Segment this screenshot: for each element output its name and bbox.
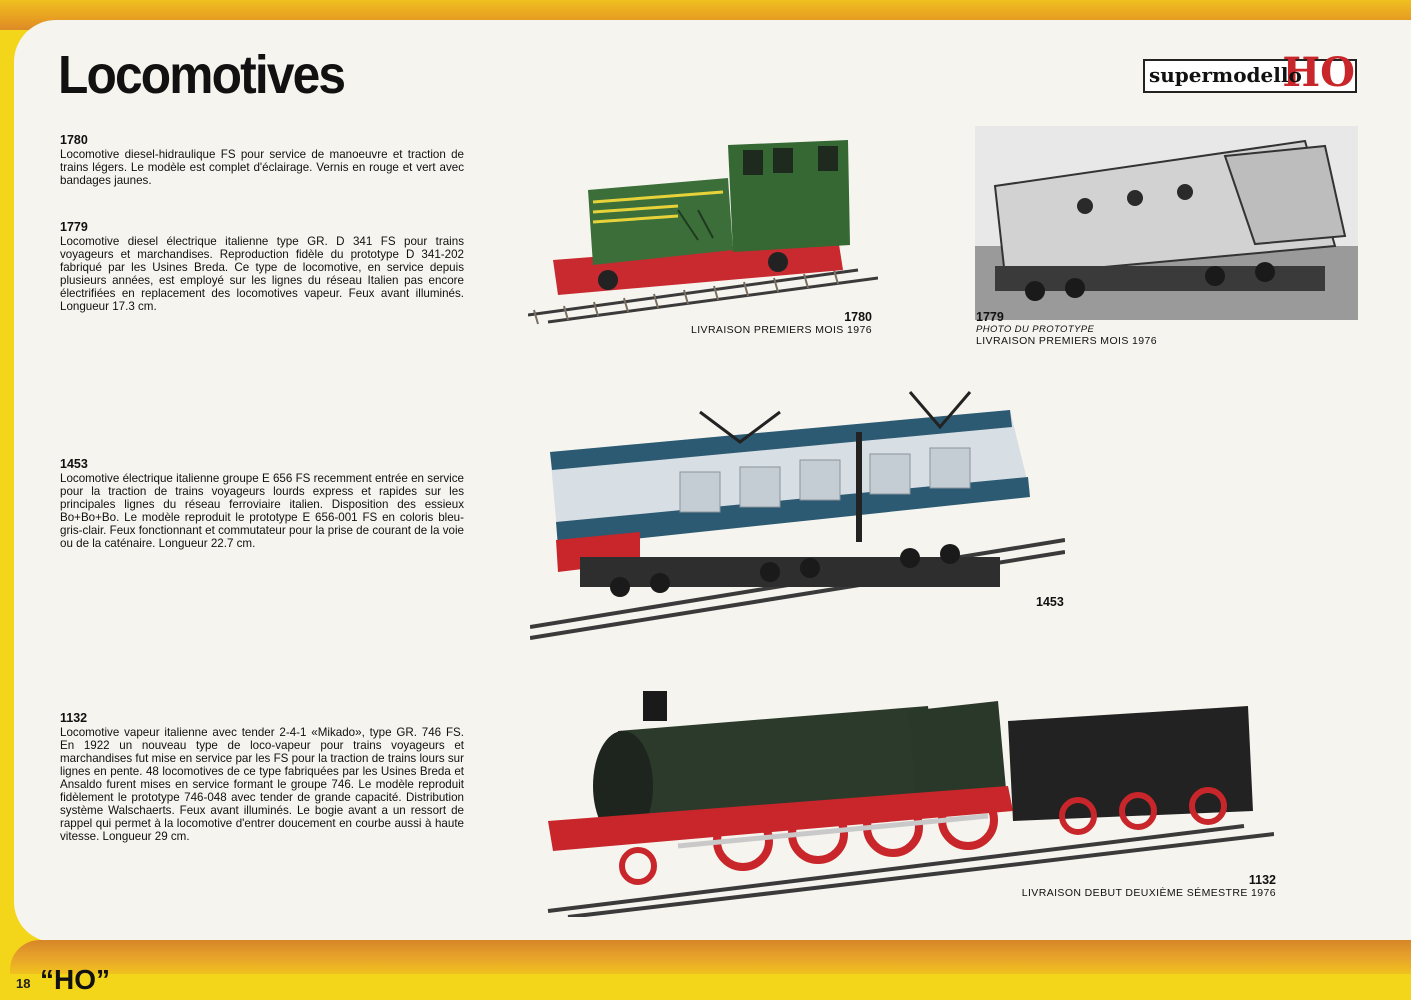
- entry-1780: [60, 134, 464, 187]
- entry-1132: [60, 712, 464, 843]
- footer-scale-label: “HO”: [40, 964, 110, 995]
- locomotive-1453-image: [530, 372, 1065, 640]
- caption-number: 1780: [844, 310, 872, 324]
- entry-1453: [60, 458, 464, 550]
- caption-number: 1779: [976, 310, 1004, 324]
- caption-number: 1453: [1036, 595, 1064, 609]
- entry-description: Locomotive diesel-hidraulique FS pour service de manoeuvre et traction de trains légers. Le modèle est complet d'éclairage. Vernis en rouge et vert avec bandages jaunes.: [60, 148, 464, 187]
- entry-number: 1779: [60, 220, 88, 234]
- entry-1779: [60, 221, 464, 313]
- supermodello-logo: [1143, 49, 1357, 96]
- entry-description: Locomotive vapeur italienne avec tender 2-4-1 «Mikado», type GR. 746 FS. En 1922 un nouveau type de loco-vapeur pour trains voyageurs et marchandises fut mise en service par les FS pour la traction de trains lours sur lignes en pente. 48 locomotives de ce type fabriquées par les Usines Breda et Ansaldo furent mises en service formant le groupe 746. Le modèle reproduit fidèlement le prototype 746-048 avec tender de grande capacité. Distribution système Walschaerts. Feux avant illuminés. Le bogie avant a un ressort de rappel qui permet à la locomotive d'entrer doucement en courbe aussi à haute vitesse. Longueur 29 cm.: [60, 726, 464, 843]
- locomotive-1780-image: [528, 120, 878, 325]
- entry-number: 1453: [60, 457, 88, 471]
- entry-description: Locomotive diesel électrique italienne type GR. D 341 FS pour trains voyageurs et marchandises. Reproduction fidèle du prototype D 341-202 fabriqué par les Usines Breda. Ce type de locomotive, en service depuis plusieurs années, est employé sur les lignes du réseau Italien pas encore électrifiées en replacement des locomotives vapeur. Feux avant illuminés. Longueur 17.3 cm.: [60, 235, 464, 313]
- locomotive-1779-prototype-photo: [975, 126, 1358, 320]
- page-number: 18: [16, 976, 31, 991]
- caption-1779: [976, 310, 1236, 347]
- caption-1453: [1036, 595, 1064, 609]
- bottom-orange-band: [10, 940, 1411, 974]
- caption-prototype: PHOTO DU PROTOTYPE: [976, 324, 1095, 335]
- entry-number: 1780: [60, 133, 88, 147]
- caption-delivery: LIVRAISON PREMIERS MOIS 1976: [690, 324, 872, 336]
- caption-delivery: LIVRAISON DEBUT DEUXIÈME SÉMESTRE 1976: [1021, 887, 1276, 899]
- entry-description: Locomotive électrique italienne groupe E 656 FS recemment entrée en service pour la traction de trains voyageurs lourds express et rapides sur les principales lignes du réseau ferroviaire italien. Disposition des essieux Bo+Bo+Bo. Le modèle reproduit le prototype E 656-001 FS en coloris bleu-gris-clair. Feux fonctionnant et commutateur pour la prise de courant de la voie ou de la caténaire. Longueur 22.7 cm.: [60, 472, 464, 550]
- caption-number: 1132: [1248, 873, 1276, 887]
- caption-delivery: LIVRAISON PREMIERS MOIS 1976: [976, 335, 1158, 347]
- entry-number: 1132: [60, 711, 88, 725]
- brand-ho-mark: HO: [1282, 49, 1355, 96]
- brand-text: supermodello: [1149, 63, 1302, 87]
- caption-1780: [662, 310, 872, 336]
- caption-1132: [1000, 873, 1276, 899]
- page-title: Locomotives: [58, 45, 345, 105]
